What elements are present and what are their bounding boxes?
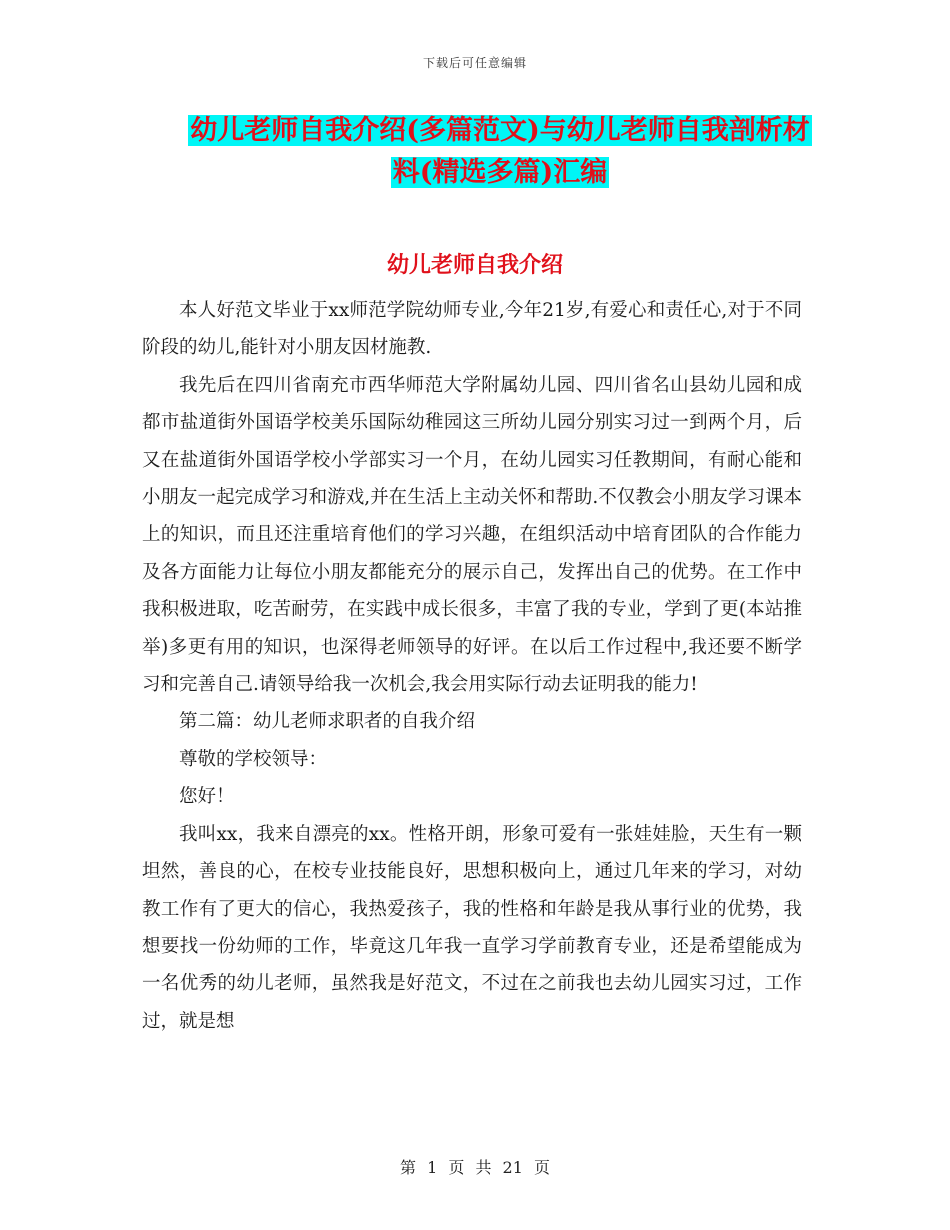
paragraph-experience: 我先后在四川省南充市西华师范大学附属幼儿园、四川省名山县幼儿园和成都市盐道街外国语学校美乐国际幼稚园这三所幼儿园分别实习过一到两个月，后又在盐道街外国语学校小学部实习一个月，在幼儿园实习任教期间，有耐心能和小朋友一起完成学习和游戏,并在生活上主动关怀和帮助.不仅教会小朋友学习课本上的知识，而且还注重培育他们的学习兴趣，在组织活动中培育团队的合作能力及各方面能力让每位小朋友都能充分的展示自己，发挥出自己的优势。在工作中我积极进取，吃苦耐劳，在实践中成长很多，丰富了我的专业，学到了更(本站推举)多更有用的知识，也深得老师领导的好评。在以后工作过程中,我还要不断学习和完善自己.请领导给我一次机会,我会用实际行动去证明我的能力! [142,374,802,696]
document-title [140,110,860,194]
section-heading: 幼儿老师自我介绍 [386,252,563,278]
paragraph-self-intro: 我叫xx，我来自漂亮的xx。性格开朗，形象可爱有一张娃娃脸，天生有一颗坦然，善良的心，在校专业技能良好，思想积极向上，通过几年来的学习，对幼教工作有了更大的信心，我热爱孩子，我的性格和年龄是我从事行业的优势，我想要找一份幼师的工作，毕竟这几年我一直学习学前教育专业，还是希望能成为一名优秀的幼儿老师，虽然我是好范文，不过在之前我也去幼儿园实习过，工作过，就是想 [142,823,802,1032]
paragraph-salutation: 尊敬的学校领导： [179,748,328,770]
header-note: 下载后可任意编辑 [422,56,527,70]
page-indicator: 第 1 页 共 21 页 [400,1158,550,1177]
document-body [142,292,802,1040]
paragraph-greeting: 您好！ [179,786,235,808]
paragraph-second-title: 第二篇：幼儿老师求职者的自我介绍 [179,711,476,733]
document-title-line-1: 幼儿老师自我介绍(多篇范文)与幼儿老师自我剖析材 [190,115,810,146]
paragraph-intro: 本人好范文毕业于xx师范学院幼师专业,今年21岁,有爱心和责任心,对于不同阶段的幼儿,能针对小朋友因材施教. [142,300,802,359]
document-title-line-2: 料(精选多篇)汇编 [392,157,608,188]
